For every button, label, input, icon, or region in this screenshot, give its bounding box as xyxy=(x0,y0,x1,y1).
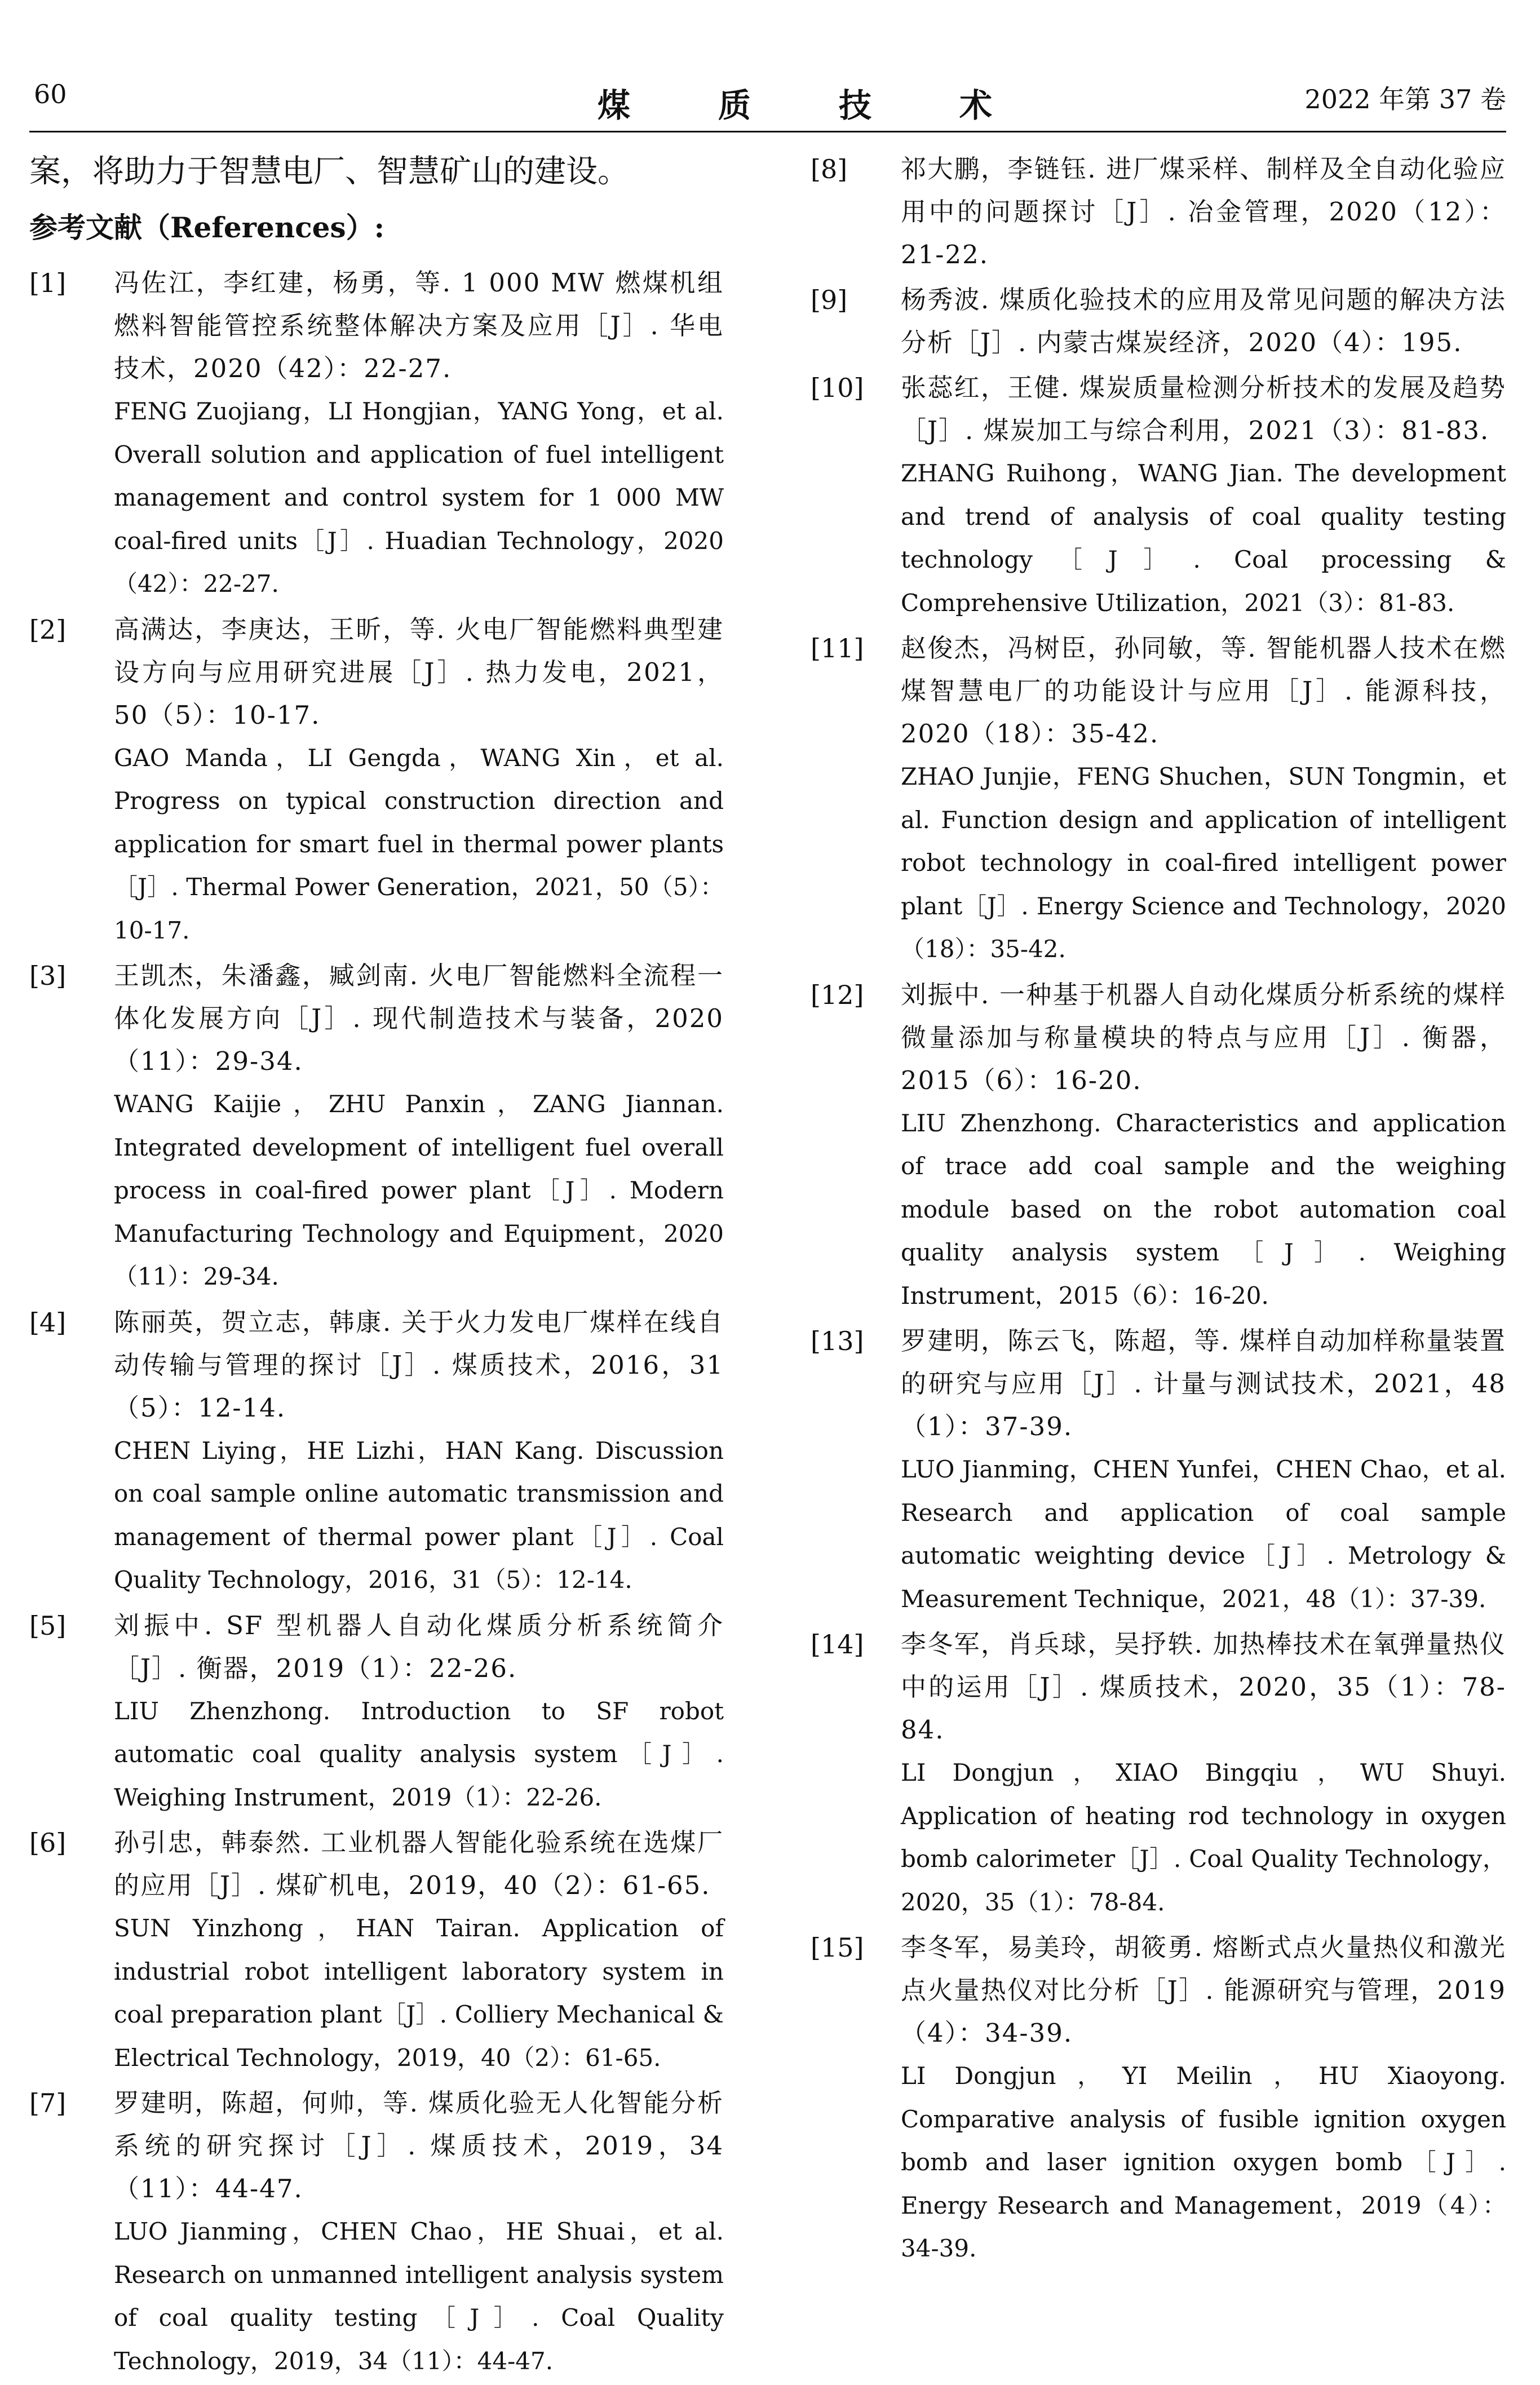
reference-text-zh: 孙引忠，韩泰然. 工业机器人智能化验系统在选煤厂的应用［J］. 煤矿机电，2019，40（2）：61-65. xyxy=(114,1828,724,1900)
reference-text-zh: 李冬军，肖兵球，吴抒轶. 加热棒技术在氧弹量热仪中的运用［J］. 煤质技术，2020，35（1）：78-84. xyxy=(901,1629,1506,1745)
reference-item xyxy=(29,1821,724,2079)
reference-text-en: CHEN Liying，HE Lizhi，HAN Kang. Discussion on coal sample online automatic transmission and management of thermal power plant［J］. Coal Quality Technology，2016，31（5）：12-14. xyxy=(114,1436,724,1594)
reference-item xyxy=(811,278,1506,364)
reference-body xyxy=(901,1320,1506,1621)
reference-text-en: WANG Kaijie，ZHU Panxin，ZANG Jiannan. Integrated development of intelligent fuel overall process in coal-fired power plant［J］. Modern Manufacturing Technology and Equipment，2020（11）：29-34. xyxy=(114,1090,724,1290)
reference-number: [11] xyxy=(811,633,864,663)
reference-body xyxy=(114,1604,724,1820)
reference-number: [13] xyxy=(811,1326,864,1356)
right-column xyxy=(811,148,1506,2273)
reference-body xyxy=(114,1301,724,1602)
reference-text-en: LUO Jianming，CHEN Yunfei，CHEN Chao，et al. Research and application of coal sample automatic weighting device［J］. Metrology & Measurement Technique，2021，48（1）：37-39. xyxy=(901,1455,1506,1613)
reference-body xyxy=(114,262,724,606)
reference-item xyxy=(811,366,1506,625)
reference-item xyxy=(811,1623,1506,1924)
header-rule xyxy=(29,131,1506,132)
reference-item xyxy=(811,148,1506,276)
reference-body xyxy=(901,278,1506,364)
reference-body xyxy=(901,974,1506,1318)
reference-text-zh: 张蕊红，王健. 煤炭质量检测分析技术的发展及趋势［J］. 煤炭加工与综合利用，2021（3）：81-83. xyxy=(901,373,1506,445)
reference-text-en: LUO Jianming，CHEN Chao，HE Shuai，et al. Research on unmanned intelligent analysis system of coal quality testing［J］. Coal Quality Technology，2019，34（11）：44-47. xyxy=(114,2218,724,2375)
reference-text-en: LIU Zhenzhong. Characteristics and application of trace add coal sample and the weighing module based on the robot automation coal quality analysis system［J］. Weighing Instrument，2015（6）：16-20. xyxy=(901,1109,1506,1309)
reference-item xyxy=(811,974,1506,1318)
reference-body xyxy=(901,148,1506,276)
reference-number: [12] xyxy=(811,979,864,1010)
reference-item xyxy=(29,1301,724,1602)
page-header xyxy=(34,79,1506,130)
reference-text-zh: 王凯杰，朱潘鑫，臧剑南. 火电厂智能燃料全流程一体化发展方向［J］. 现代制造技术与装备，2020（11）：29-34. xyxy=(114,961,724,1076)
reference-text-zh: 祁大鹏，李链钰. 进厂煤采样、制样及全自动化验应用中的问题探讨［J］. 冶金管理，2020（12）：21-22. xyxy=(901,154,1506,269)
references-heading: 参考文献（References）: xyxy=(29,211,385,244)
volume-info: 2022 年第 37 卷 xyxy=(1304,84,1506,114)
reference-number: [2] xyxy=(29,614,67,645)
reference-number: [4] xyxy=(29,1307,67,1338)
reference-number: [9] xyxy=(811,285,848,315)
reference-item xyxy=(29,262,724,606)
reference-text-zh: 李冬军，易美玲，胡筱勇. 熔断式点火量热仪和激光点火量热仪对比分析［J］. 能源研究与管理，2019（4）：34-39. xyxy=(901,1932,1506,2048)
reference-text-en: GAO Manda，LI Gengda，WANG Xin，et al. Progress on typical construction direction and application for smart fuel in thermal power plants［J］. Thermal Power Generation，2021，50（5）：10-17. xyxy=(114,744,724,944)
reference-number: [8] xyxy=(811,154,848,184)
reference-item xyxy=(29,1604,724,1820)
reference-number: [7] xyxy=(29,2088,67,2118)
reference-body xyxy=(114,1821,724,2079)
reference-number: [6] xyxy=(29,1828,67,1858)
reference-body xyxy=(114,2082,724,2383)
reference-number: [15] xyxy=(811,1932,864,1963)
left-column xyxy=(29,148,724,2385)
reference-text-en: LIU Zhenzhong. Introduction to SF robot automatic coal quality analysis system［J］. Weighing Instrument，2019（1）：22-26. xyxy=(114,1697,724,1811)
reference-number: [5] xyxy=(29,1610,67,1641)
journal-title-char: 煤 xyxy=(598,86,631,125)
reference-item xyxy=(29,954,724,1299)
reference-text-zh: 赵俊杰，冯树臣，孙同敏，等. 智能机器人技术在燃煤智慧电厂的功能设计与应用［J］. 能源科技，2020（18）：35-42. xyxy=(901,633,1506,749)
reference-text-en: SUN Yinzhong，HAN Tairan. Application of industrial robot intelligent laboratory system in coal preparation plant［J］. Colliery Mechanical & Electrical Technology，2019，40（2）：61-65. xyxy=(114,1914,724,2072)
reference-text-zh: 高满达，李庚达，王昕，等. 火电厂智能燃料典型建设方向与应用研究进展［J］. 热力发电，2021，50（5）：10-17. xyxy=(114,614,724,730)
reference-text-en: ZHANG Ruihong，WANG Jian. The development and trend of analysis of coal quality testing technology［J］. Coal processing & Comprehensive Utilization，2021（3）：81-83. xyxy=(901,459,1506,617)
reference-text-zh: 罗建明，陈云飞，陈超，等. 煤样自动加样称量装置的研究与应用［J］. 计量与测试技术，2021，48（1）：37-39. xyxy=(901,1326,1506,1441)
journal-title-char: 技 xyxy=(838,86,871,125)
reference-text-zh: 刘振中. 一种基于机器人自动化煤质分析系统的煤样微量添加与称量模块的特点与应用［J］. 衡器，2015（6）：16-20. xyxy=(901,979,1506,1095)
reference-item xyxy=(811,1320,1506,1621)
reference-item xyxy=(811,627,1506,971)
reference-body xyxy=(901,1623,1506,1924)
reference-text-en: LI Dongjun，YI Meilin，HU Xiaoyong. Comparative analysis of fusible ignition oxygen bomb and laser ignition oxygen bomb［J］. Energy Research and Management，2019（4）：34-39. xyxy=(901,2062,1506,2262)
reference-text-zh: 杨秀波. 煤质化验技术的应用及常见问题的解决方法分析［J］. 内蒙古煤炭经济，2020（4）：195. xyxy=(901,285,1506,357)
reference-text-en: LI Dongjun，XIAO Bingqiu，WU Shuyi. Application of heating rod technology in oxygen bomb calorimeter［J］. Coal Quality Technology，2020，35（1）：78-84. xyxy=(901,1759,1506,1916)
reference-text-en: FENG Zuojiang，LI Hongjian，YANG Yong，et al. Overall solution and application of fuel intelligent management and control system for 1 000 MW coal-fired units［J］. Huadian Technology，2020（42）：22-27. xyxy=(114,397,724,598)
reference-item xyxy=(29,608,724,953)
reference-body xyxy=(901,1926,1506,2271)
reference-number: [1] xyxy=(29,268,67,298)
reference-text-zh: 刘振中. SF 型机器人自动化煤质分析系统简介［J］. 衡器，2019（1）：22-26. xyxy=(114,1610,724,1683)
reference-text-zh: 陈丽英，贺立志，韩康. 关于火力发电厂煤样在线自动传输与管理的探讨［J］. 煤质技术，2016，31（5）：12-14. xyxy=(114,1307,724,1423)
reference-number: [3] xyxy=(29,961,67,991)
reference-body xyxy=(901,366,1506,625)
reference-body xyxy=(114,954,724,1299)
page-number: 60 xyxy=(34,79,67,109)
journal-title-char: 质 xyxy=(718,86,751,125)
reference-body xyxy=(114,608,724,953)
reference-item xyxy=(29,2082,724,2383)
reference-text-zh: 罗建明，陈超，何帅，等. 煤质化验无人化智能分析系统的研究探讨［J］. 煤质技术，2019，34（11）：44-47. xyxy=(114,2088,724,2203)
reference-body xyxy=(901,627,1506,971)
journal-title xyxy=(598,79,992,126)
reference-number: [10] xyxy=(811,373,864,403)
journal-title-char: 术 xyxy=(959,86,992,125)
intro-fragment: 案，将助力于智慧电厂、智慧矿山的建设。 xyxy=(29,153,629,190)
reference-number: [14] xyxy=(811,1629,864,1660)
reference-text-en: ZHAO Junjie，FENG Shuchen，SUN Tongmin，et al. Function design and application of intelligent robot technology in coal-fired intelligent power plant［J］. Energy Science and Technology，2020（18）：35-42. xyxy=(901,763,1506,963)
reference-item xyxy=(811,1926,1506,2271)
reference-text-zh: 冯佐江，李红建，杨勇，等. 1 000 MW 燃煤机组燃料智能管控系统整体解决方案及应用［J］. 华电技术，2020（42）：22-27. xyxy=(114,268,724,383)
